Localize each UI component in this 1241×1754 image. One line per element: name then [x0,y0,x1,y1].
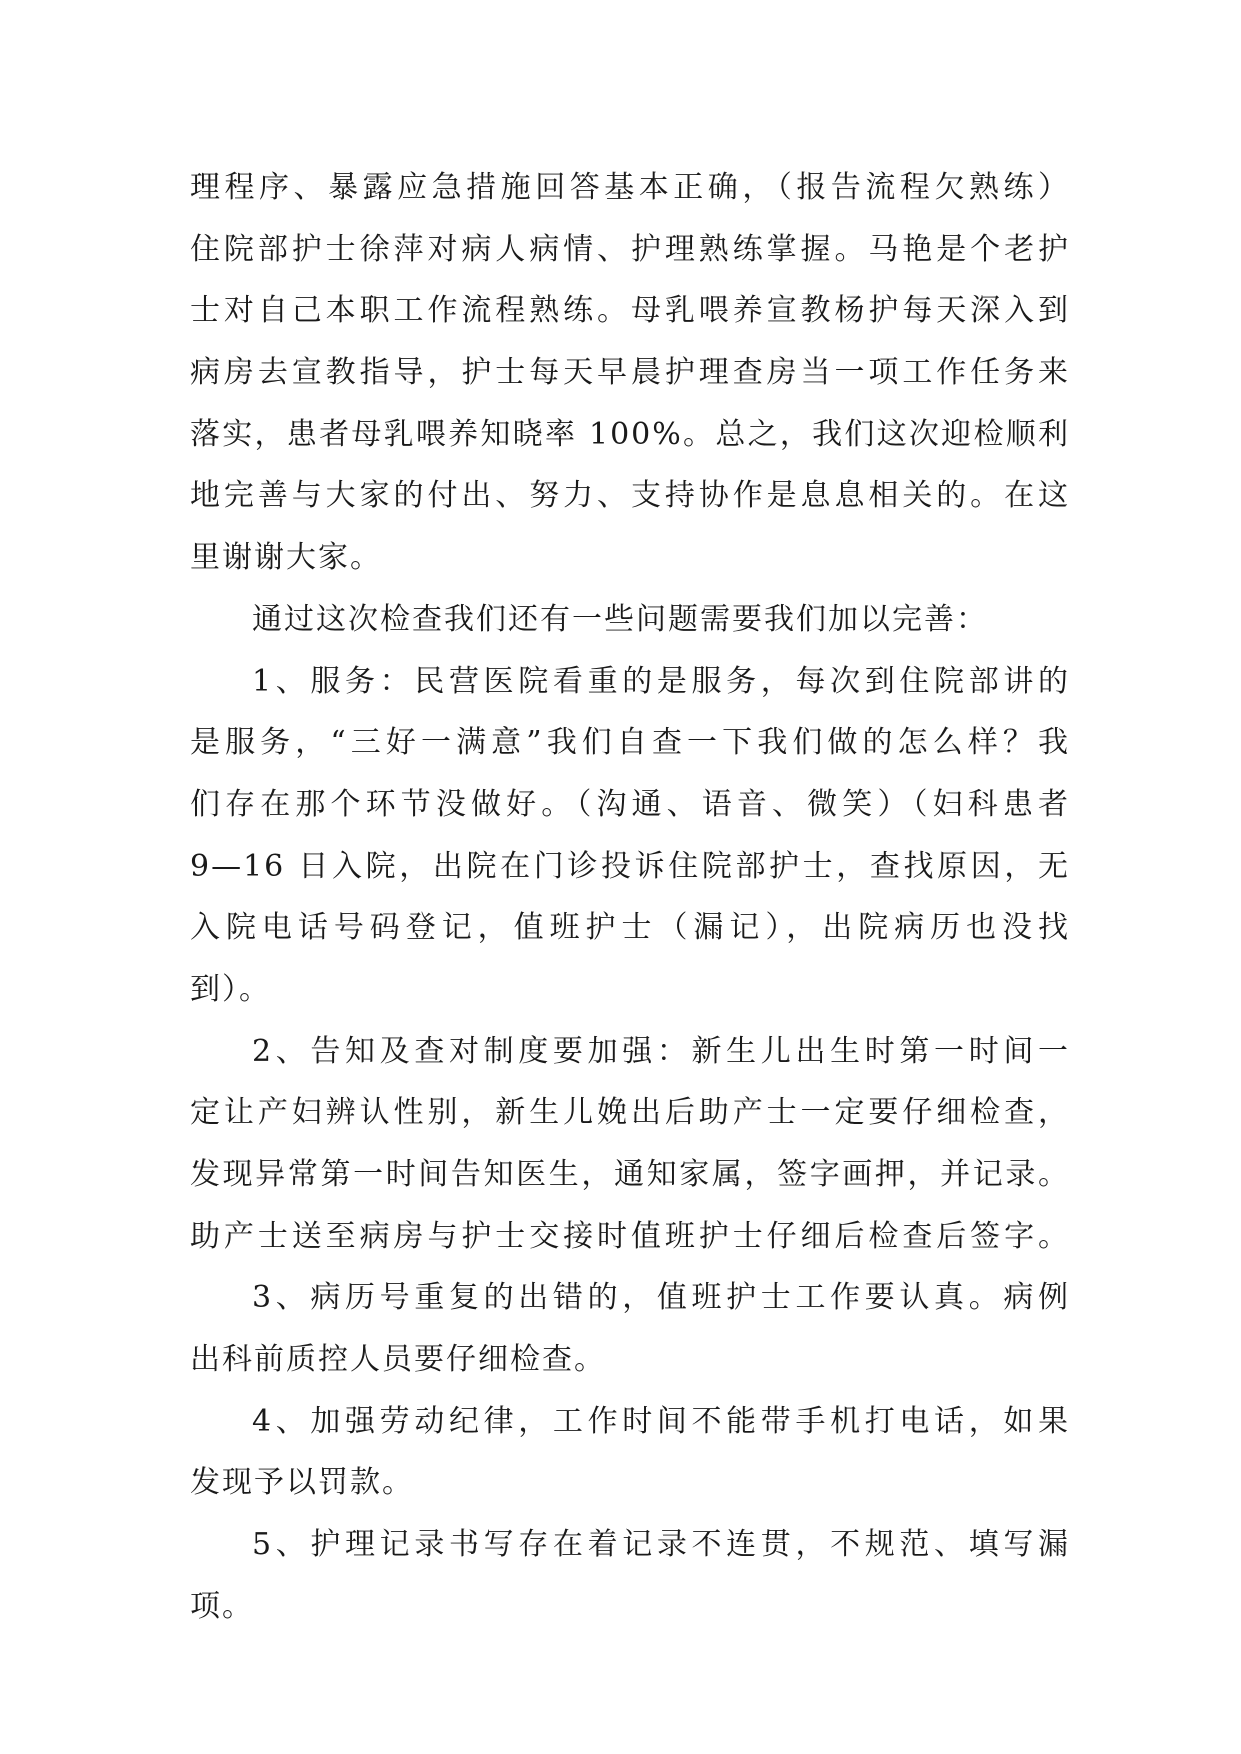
text-line: 们存在那个环节没做好。（沟通、语音、微笑）（妇科患者 [190,786,1070,822]
text-line: 住院部护士徐萍对病人病情、护理熟练掌握。马艳是个老护 [190,231,1070,267]
text-line: 士对自己本职工作流程熟练。母乳喂养宣教杨护每天深入到 [190,293,1070,329]
text-line: 发现异常第一时间告知医生，通知家属，签字画押，并记录。 [190,1157,1070,1192]
text-line: 理程序、暴露应急措施回答基本正确，（报告流程欠熟练） [190,170,1070,205]
paragraph-start-line: 1、服务：民营医院看重的是服务，每次到住院部讲的 [252,663,1070,699]
text-line: 发现予以罚款。 [190,1465,414,1501]
text-line: 项。 [190,1588,254,1624]
text-line: 是服务，“三好一满意”我们自查一下我们做的怎么样？我 [190,725,1070,761]
document-body [190,157,1070,1638]
text-line: 到）。 [190,971,271,1007]
paragraph-start-line: 2、告知及查对制度要加强：新生儿出生时第一时间一 [252,1033,1070,1069]
text-line: 定让产妇辨认性别，新生儿娩出后助产士一定要仔细检查， [190,1095,1070,1131]
text-line: 病房去宣教指导，护士每天早晨护理查房当一项工作任务来 [190,355,1070,391]
paragraph-start-line: 5、护理记录书写存在着记录不连贯，不规范、填写漏 [252,1527,1070,1563]
text-line: 入院电话号码登记，值班护士（漏记），出院病历也没找 [190,910,1070,946]
text-line: 地完善与大家的付出、努力、支持协作是息息相关的。在这 [190,478,1070,514]
text-line: 出科前质控人员要仔细检查。 [190,1342,606,1378]
text-line: 9—16 日入院，出院在门诊投诉住院部护士，查找原因，无 [190,848,1070,884]
paragraph-start-line: 4、加强劳动纪律，工作时间不能带手机打电话，如果 [252,1403,1070,1439]
text-line: 里谢谢大家。 [190,540,382,576]
paragraph-start-line: 通过这次检查我们还有一些问题需要我们加以完善： [252,601,988,637]
text-line: 助产士送至病房与护士交接时值班护士仔细后检查后签字。 [190,1218,1070,1254]
text-line: 落实，患者母乳喂养知晓率 100%。总之，我们这次迎检顺利 [190,416,1070,452]
paragraph-start-line: 3、病历号重复的出错的，值班护士工作要认真。病例 [252,1280,1070,1316]
